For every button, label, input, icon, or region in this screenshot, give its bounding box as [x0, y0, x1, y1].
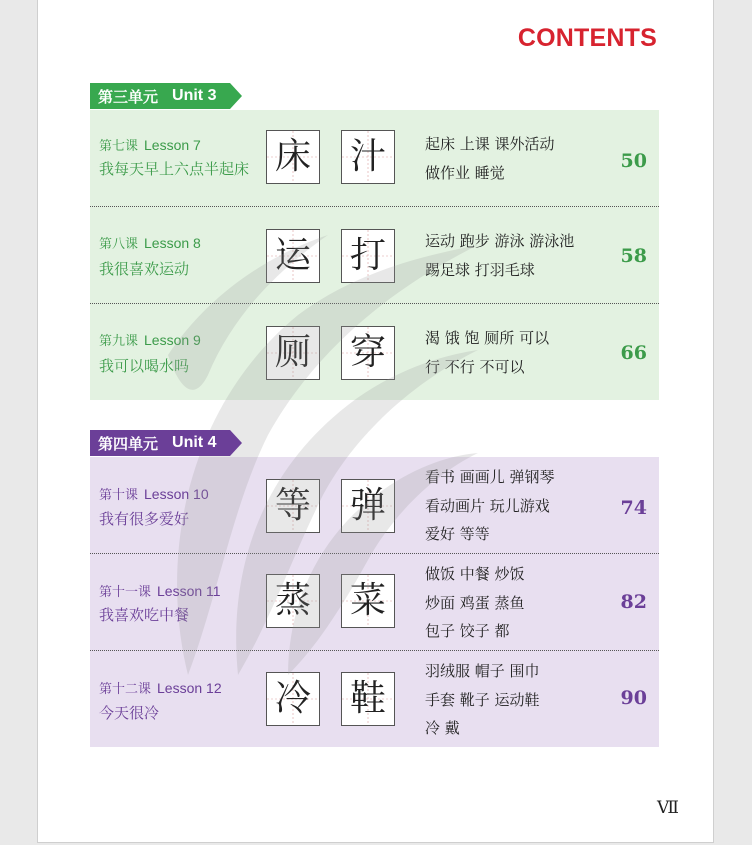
- page-number: 82: [620, 591, 647, 613]
- lesson-label: [99, 678, 222, 697]
- vocab-line: 看动画片 玩儿游戏: [425, 496, 550, 515]
- character-glyph: 汁: [349, 136, 386, 177]
- character-glyph: 厕: [274, 332, 311, 373]
- character-glyph: 床: [274, 136, 311, 177]
- character-card: [266, 479, 320, 533]
- character-card: [341, 672, 395, 726]
- character-card: [341, 130, 395, 184]
- unit-4-label-en: Unit 4: [172, 434, 217, 451]
- lesson-label: [99, 581, 221, 600]
- character-card: [266, 326, 320, 380]
- lesson-row: [90, 304, 659, 400]
- character-glyph: 弹: [349, 485, 386, 526]
- lesson-title: 我每天早上六点半起床: [99, 160, 250, 178]
- contents-page: [37, 0, 714, 843]
- vocab-line: 起床 上课 课外活动: [425, 135, 555, 153]
- unit-3-banner-arrow: [230, 83, 242, 109]
- lesson-row: [90, 651, 659, 747]
- lesson-title: 我很喜欢运动: [99, 260, 190, 278]
- lesson-label: [99, 233, 201, 252]
- vocab-list: [425, 463, 555, 549]
- lesson-title: 我喜欢吃中餐: [99, 606, 190, 624]
- page-number: 66: [620, 342, 647, 364]
- lesson-number-en: Lesson 12: [157, 680, 222, 696]
- character-glyph: 运: [274, 235, 311, 276]
- vocab-line: 羽绒服 帽子 围巾: [425, 662, 540, 680]
- character-card: [266, 229, 320, 283]
- lesson-title: 我可以喝水吗: [99, 357, 190, 375]
- lesson-row: [90, 457, 659, 554]
- lesson-number-en: Lesson 11: [157, 583, 221, 599]
- unit-4-banner-arrow: [230, 430, 242, 456]
- lesson-number-cn: 第十一课: [99, 585, 152, 600]
- character-card: [266, 672, 320, 726]
- unit-3-label-en: Unit 3: [172, 87, 217, 104]
- vocab-list: [425, 560, 525, 646]
- unit-3-block: [90, 110, 659, 400]
- page-number: 58: [620, 245, 647, 267]
- character-card: [341, 326, 395, 380]
- page-title: CONTENTS: [517, 24, 657, 52]
- vocab-line: 渴 饿 饱 厕所 可以: [425, 329, 550, 347]
- lesson-number-cn: 第九课: [99, 334, 139, 349]
- character-card: [341, 479, 395, 533]
- character-card: [341, 229, 395, 283]
- vocab-list: [425, 657, 540, 743]
- lesson-title: 我有很多爱好: [99, 510, 190, 528]
- unit-4-block: [90, 457, 659, 747]
- lesson-number-en: Lesson 9: [144, 332, 201, 348]
- vocab-list: [425, 227, 574, 284]
- character-glyph: 穿: [349, 332, 386, 373]
- lesson-number-cn: 第七课: [99, 139, 139, 154]
- lesson-row: [90, 554, 659, 651]
- vocab-line: 爱好 等等: [425, 525, 490, 543]
- lesson-number-en: Lesson 8: [144, 235, 201, 251]
- vocab-line: 看书 画画儿 弹钢琴: [425, 468, 555, 486]
- character-glyph: 菜: [349, 580, 386, 621]
- lesson-row: [90, 207, 659, 304]
- character-card: [266, 574, 320, 628]
- unit-4-banner: [90, 430, 242, 456]
- unit-3-banner: [90, 83, 242, 109]
- lesson-title: 今天很冷: [99, 704, 160, 722]
- lesson-number-cn: 第八课: [99, 237, 139, 252]
- lesson-number-cn: 第十二课: [99, 682, 152, 697]
- unit-3-label-cn: 第三单元: [98, 87, 159, 106]
- vocab-line: 踢足球 打羽毛球: [425, 260, 535, 279]
- character-glyph: 鞋: [349, 678, 386, 719]
- vocab-list: [425, 324, 549, 381]
- lesson-label: [99, 484, 209, 503]
- character-glyph: 打: [349, 235, 386, 276]
- lesson-label: [99, 135, 201, 154]
- vocab-line: 运动 跑步 游泳 游泳池: [425, 232, 575, 250]
- lesson-number-cn: 第十课: [99, 488, 139, 503]
- vocab-line: 做饭 中餐 炒饭: [425, 565, 525, 583]
- page-number: 90: [620, 687, 647, 709]
- character-card: [266, 130, 320, 184]
- character-glyph: 等: [274, 485, 311, 526]
- vocab-line: 炒面 鸡蛋 蒸鱼: [425, 593, 525, 612]
- lesson-label: [99, 330, 201, 349]
- character-glyph: 蒸: [274, 580, 311, 621]
- page-folio: Ⅶ: [657, 798, 679, 818]
- vocab-line: 行 不行 不可以: [425, 357, 525, 376]
- lesson-number-en: Lesson 7: [144, 137, 201, 153]
- lesson-row: [90, 110, 659, 207]
- vocab-list: [425, 130, 555, 187]
- vocab-line: 手套 靴子 运动鞋: [425, 690, 540, 709]
- page-number: 50: [620, 150, 647, 172]
- lesson-number-en: Lesson 10: [144, 486, 209, 502]
- vocab-line: 做作业 睡觉: [425, 163, 505, 182]
- unit-4-banner-bar: [90, 430, 230, 456]
- vocab-line: 冷 戴: [425, 719, 460, 737]
- unit-3-banner-bar: [90, 83, 230, 109]
- page-number: 74: [620, 497, 647, 519]
- vocab-line: 包子 饺子 都: [425, 622, 510, 640]
- character-card: [341, 574, 395, 628]
- unit-4-label-cn: 第四单元: [98, 434, 159, 453]
- character-glyph: 冷: [274, 678, 311, 719]
